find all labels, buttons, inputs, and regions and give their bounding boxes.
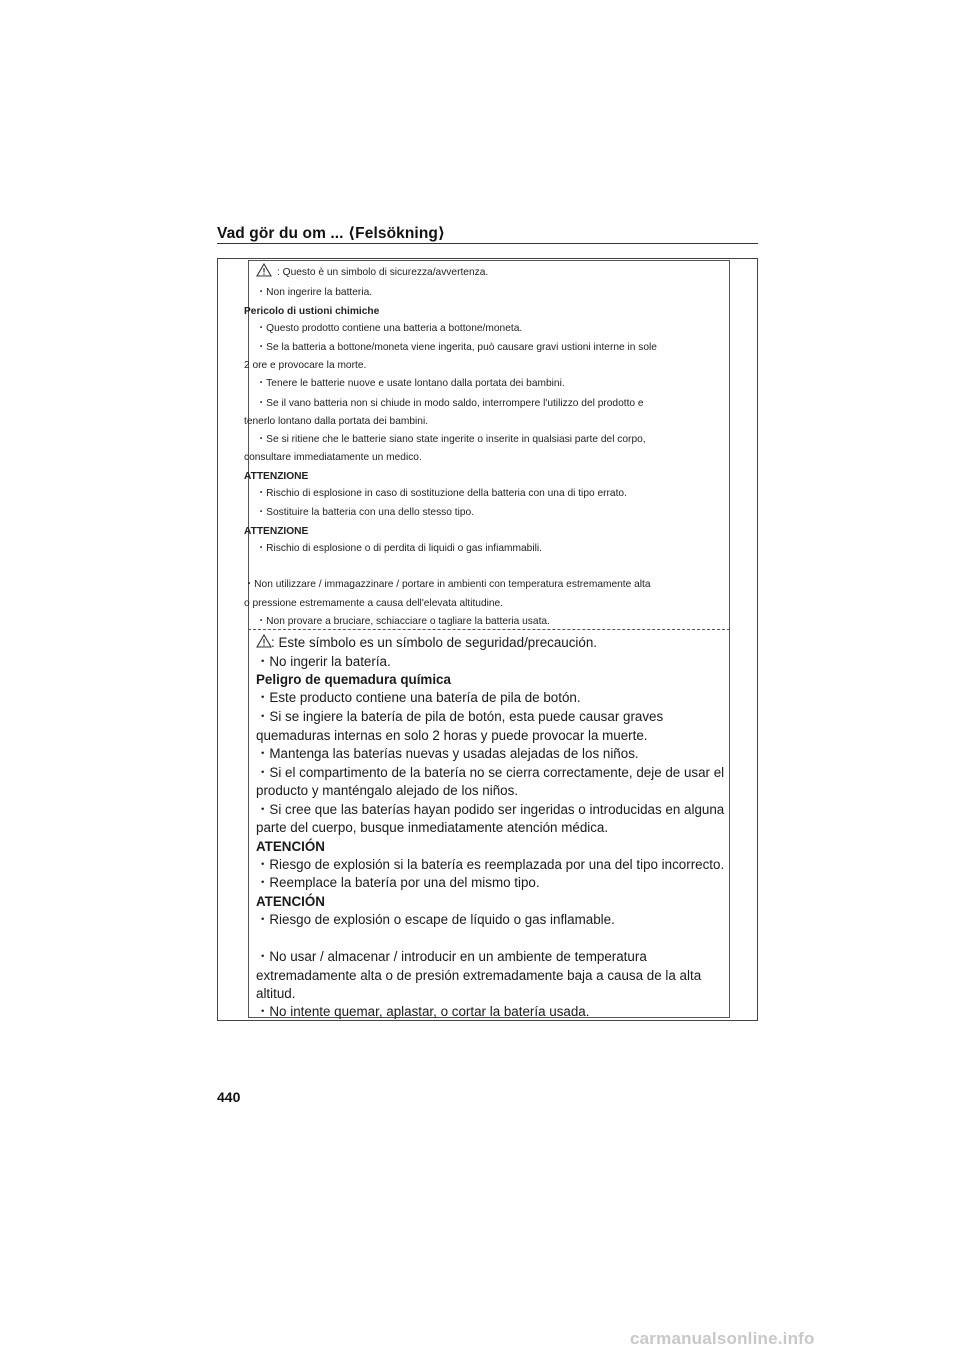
spanish-line: altitud.: [256, 986, 296, 1001]
warning-triangle-icon: [256, 263, 272, 277]
italian-line: ・Se il vano batteria non si chiude in modo saldo, interrompere l'utilizzo del prodotto e: [256, 398, 644, 409]
italian-line: ・Non ingerire la batteria.: [256, 287, 373, 298]
italian-line: consultare immediatamente un medico.: [244, 452, 422, 463]
italian-line: ・Tenere le batterie nuove e usate lontano dalla portata dei bambini.: [256, 378, 565, 389]
header-divider: [217, 243, 758, 244]
italian-line: 2 ore e provocare la morte.: [244, 360, 367, 371]
warning-triangle-icon: [256, 634, 272, 648]
spanish-line: ・Si se ingiere la batería de pila de botón, esta puede causar graves: [256, 709, 664, 724]
spanish-attention-heading: ATENCIÓN: [256, 894, 325, 909]
spanish-line: ・Mantenga las baterías nuevas y usadas alejadas de los niños.: [256, 746, 639, 761]
spanish-line: ・No ingerir la batería.: [256, 654, 391, 669]
spanish-line: quemaduras internas en solo 2 horas y puede provocar la muerte.: [256, 728, 648, 743]
italian-line: ・Questo prodotto contiene una batteria a bottone/moneta.: [256, 323, 523, 334]
italian-line: o pressione estremamente a causa dell'elevata altitudine.: [244, 598, 504, 609]
spanish-line: ・Reemplace la batería por una del mismo tipo.: [256, 875, 540, 890]
spanish-line: ・No usar / almacenar / introducir en un ambiente de temperatura: [256, 949, 647, 964]
spanish-attention-heading: ATENCIÓN: [256, 839, 325, 854]
section-title: Vad gör du om ... ⟨Felsökning⟩: [217, 225, 446, 242]
spanish-symbol-note: : Este símbolo es un símbolo de seguridad/precaución.: [271, 635, 598, 650]
italian-line: ・Sostituire la batteria con una dello stesso tipo.: [256, 507, 475, 518]
italian-line: ・Non provare a bruciare, schiacciare o tagliare la batteria usata.: [256, 616, 550, 627]
spanish-line: ・No intente quemar, aplastar, o cortar la batería usada.: [256, 1004, 590, 1019]
spanish-line: ・Riesgo de explosión si la batería es reemplazada por una del tipo incorrecto.: [256, 857, 725, 872]
italian-line: ・Se la batteria a bottone/moneta viene ingerita, può causare gravi ustioni interne in sole: [256, 342, 657, 353]
spanish-line: ・Si cree que las baterías hayan podido ser ingeridas o introducidas en alguna: [256, 802, 725, 817]
italian-line: ・Se si ritiene che le batterie siano state ingerite o inserite in qualsiasi parte del corpo,: [256, 434, 646, 445]
page-number: 440: [217, 1089, 241, 1105]
spanish-line: producto y manténgalo alejado de los niños.: [256, 783, 519, 798]
spanish-line: ・Si el compartimento de la batería no se cierra correctamente, deje de usar el: [256, 765, 725, 780]
italian-line: ・Rischio di esplosione o di perdita di liquidi o gas infiammabili.: [256, 543, 542, 554]
italian-attention-heading: ATTENZIONE: [244, 471, 309, 482]
spanish-line: parte del cuerpo, busque inmediatamente atención médica.: [256, 820, 609, 835]
italian-attention-heading: ATTENZIONE: [244, 526, 309, 537]
spanish-heading: Peligro de quemadura química: [256, 672, 451, 687]
spanish-line: extremadamente alta o de presión extremadamente baja a causa de la alta: [256, 968, 702, 983]
spanish-line: ・Este producto contiene una batería de pila de botón.: [256, 690, 581, 705]
watermark: carmanualsonline.info: [630, 1329, 815, 1348]
italian-line: ・Non utilizzare / immagazzinare / portare in ambienti con temperatura estremamente alta: [244, 579, 651, 590]
language-divider: [248, 629, 730, 630]
italian-heading: Pericolo di ustioni chimiche: [244, 306, 380, 317]
spanish-line: ・Riesgo de explosión o escape de líquido o gas inflamable.: [256, 912, 615, 927]
italian-line: ・Rischio di esplosione in caso di sostituzione della batteria con una di tipo errato.: [256, 488, 627, 499]
italian-symbol-note: : Questo è un simbolo di sicurezza/avvertenza.: [277, 267, 489, 278]
italian-line: tenerlo lontano dalla portata dei bambini.: [244, 416, 429, 427]
